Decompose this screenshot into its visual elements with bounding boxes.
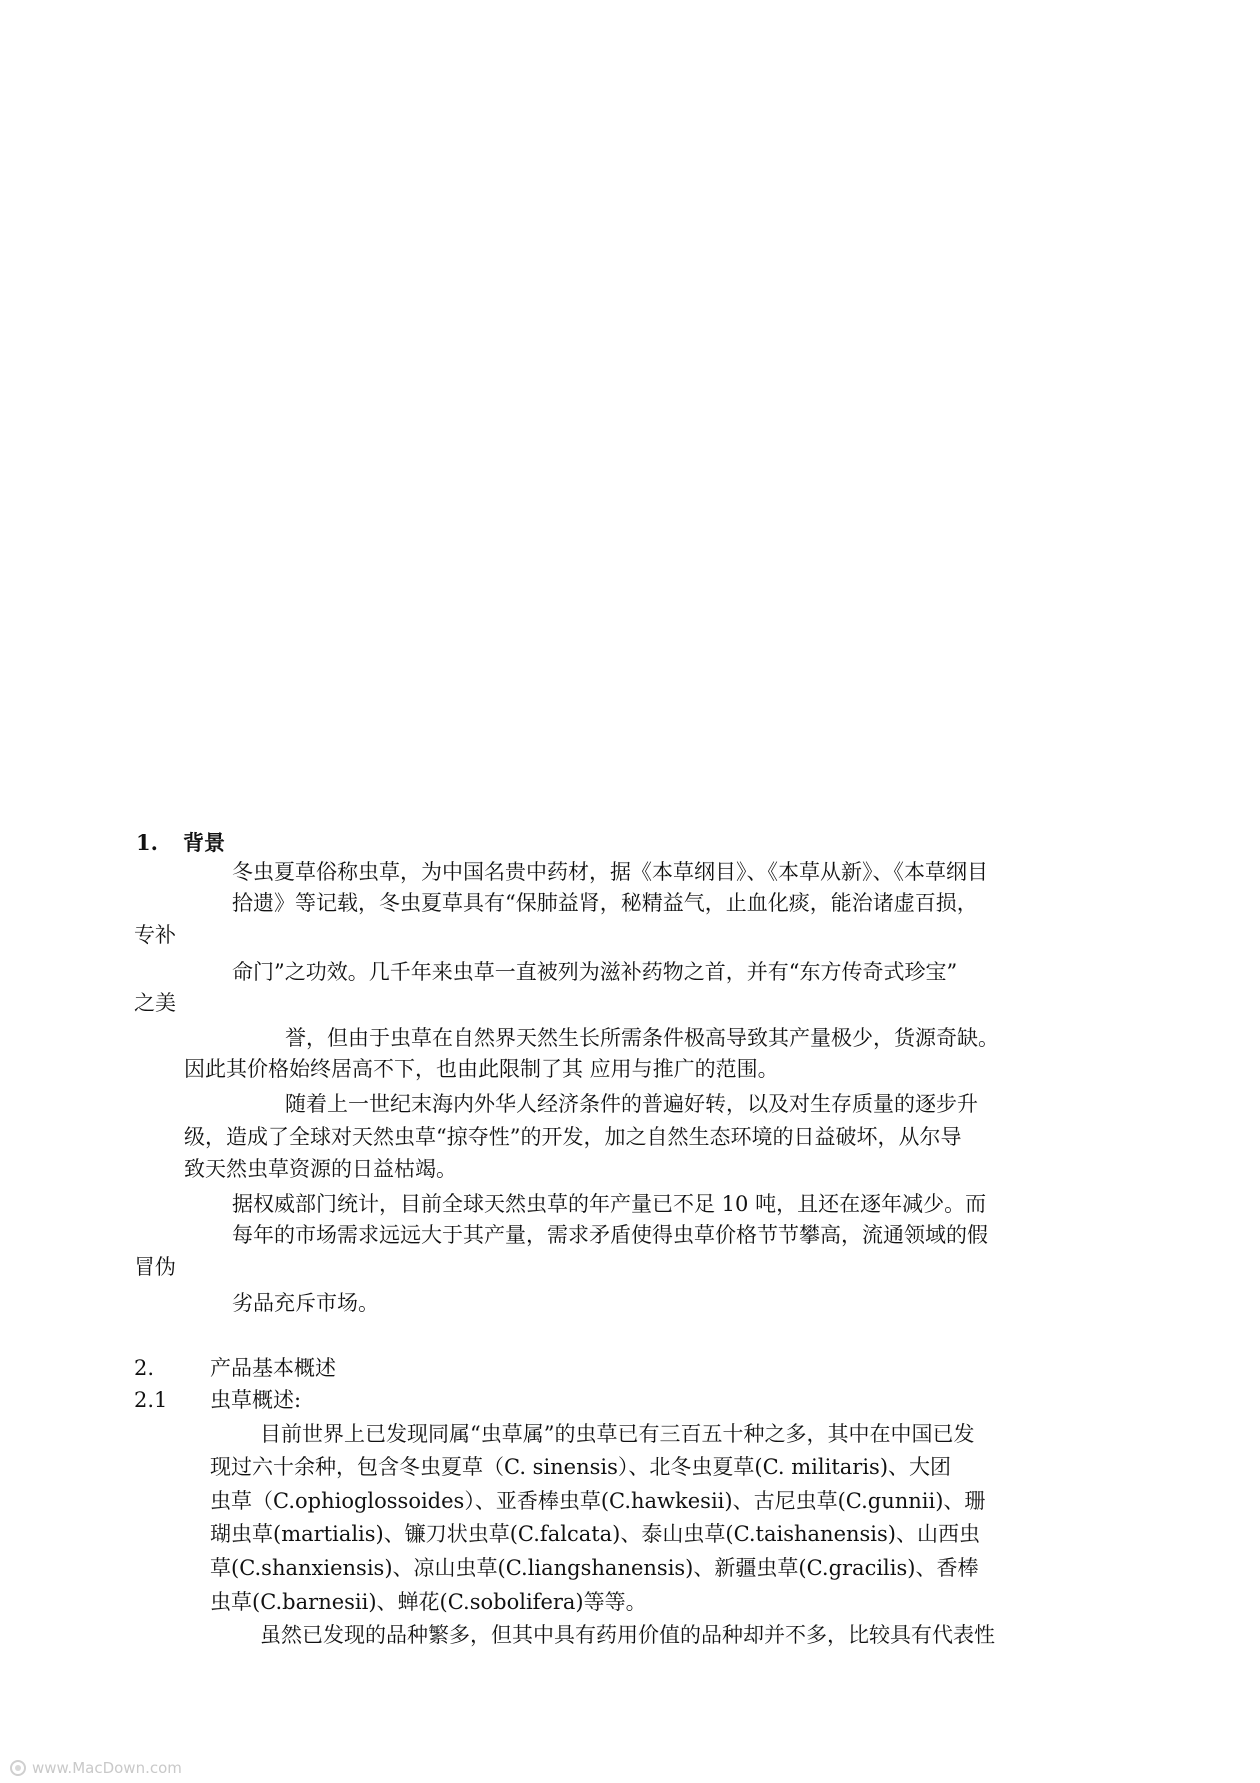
body-line: 草(C.shanxiensis)、凉山虫草(C.liangshanensis)、新疆虫草(C.gracilis)、香棒 xyxy=(210,1556,979,1580)
body-line: 誉，但由于虫草在自然界天然生长所需条件极高导致其产量极少，货源奇缺。 xyxy=(285,1026,999,1050)
body-line: 致天然虫草资源的日益枯竭。 xyxy=(184,1157,457,1181)
watermark xyxy=(10,1758,182,1778)
body-line: 虫草（C.ophioglossoides）、亚香棒虫草(C.hawkesii)、古尼虫草(C.gunnii)、珊 xyxy=(210,1489,986,1513)
body-line: 冬虫夏草俗称虫草，为中国名贵中药材，据《本草纲目》、《本草从新》、《本草纲目 xyxy=(232,860,988,884)
body-line: 冒伪 xyxy=(134,1255,176,1279)
body-line: 拾遗》等记载，冬虫夏草具有“保肺益肾，秘精益气，止血化痰，能治诸虚百损， xyxy=(232,891,978,915)
body-line: 虫草(C.barnesii)、蝉花(C.sobolifera)等等。 xyxy=(210,1590,647,1614)
section-2-1-number: 2.1 xyxy=(134,1388,168,1412)
section-1-title: 背景 xyxy=(183,830,225,855)
section-1-number: 1. xyxy=(136,830,158,855)
body-line: 命门”之功效。几千年来虫草一直被列为滋补药物之首，并有“东方传奇式珍宝” xyxy=(232,960,958,984)
section-2-1-title: 虫草概述: xyxy=(210,1388,302,1412)
body-line: 劣品充斥市场。 xyxy=(232,1291,379,1315)
body-line: 随着上一世纪末海内外华人经济条件的普遍好转，以及对生存质量的逐步升 xyxy=(285,1092,978,1116)
body-line: 现过六十余种，包含冬虫夏草（C. sinensis）、北冬虫夏草(C. militaris)、大团 xyxy=(210,1455,952,1479)
body-line: 目前世界上已发现同属“虫草属”的虫草已有三百五十种之多，其中在中国已发 xyxy=(260,1422,975,1446)
section-2-title: 产品基本概述 xyxy=(210,1356,336,1380)
body-line: 专补 xyxy=(134,923,176,947)
body-line: 因此其价格始终居高不下，也由此限制了其 应用与推广的范围。 xyxy=(184,1057,779,1081)
body-line: 瑚虫草(martialis)、镰刀状虫草(C.falcata)、泰山虫草(C.taishanensis)、山西虫 xyxy=(210,1522,980,1546)
section-2-number: 2. xyxy=(134,1356,155,1380)
body-line: 每年的市场需求远远大于其产量，需求矛盾使得虫草价格节节攀高，流通领域的假 xyxy=(232,1223,988,1247)
body-line: 之美 xyxy=(134,991,176,1015)
macdown-logo-icon xyxy=(10,1760,26,1776)
body-line: 据权威部门统计，目前全球天然虫草的年产量已不足 10 吨，且还在逐年减少。而 xyxy=(232,1192,987,1216)
watermark-text: www.MacDown.com xyxy=(32,1759,182,1777)
body-line: 级，造成了全球对天然虫草“掠夺性”的开发，加之自然生态环境的日益破坏，从尔导 xyxy=(184,1125,962,1149)
body-line: 虽然已发现的品种繁多，但其中具有药用价值的品种却并不多，比较具有代表性 xyxy=(260,1623,995,1647)
